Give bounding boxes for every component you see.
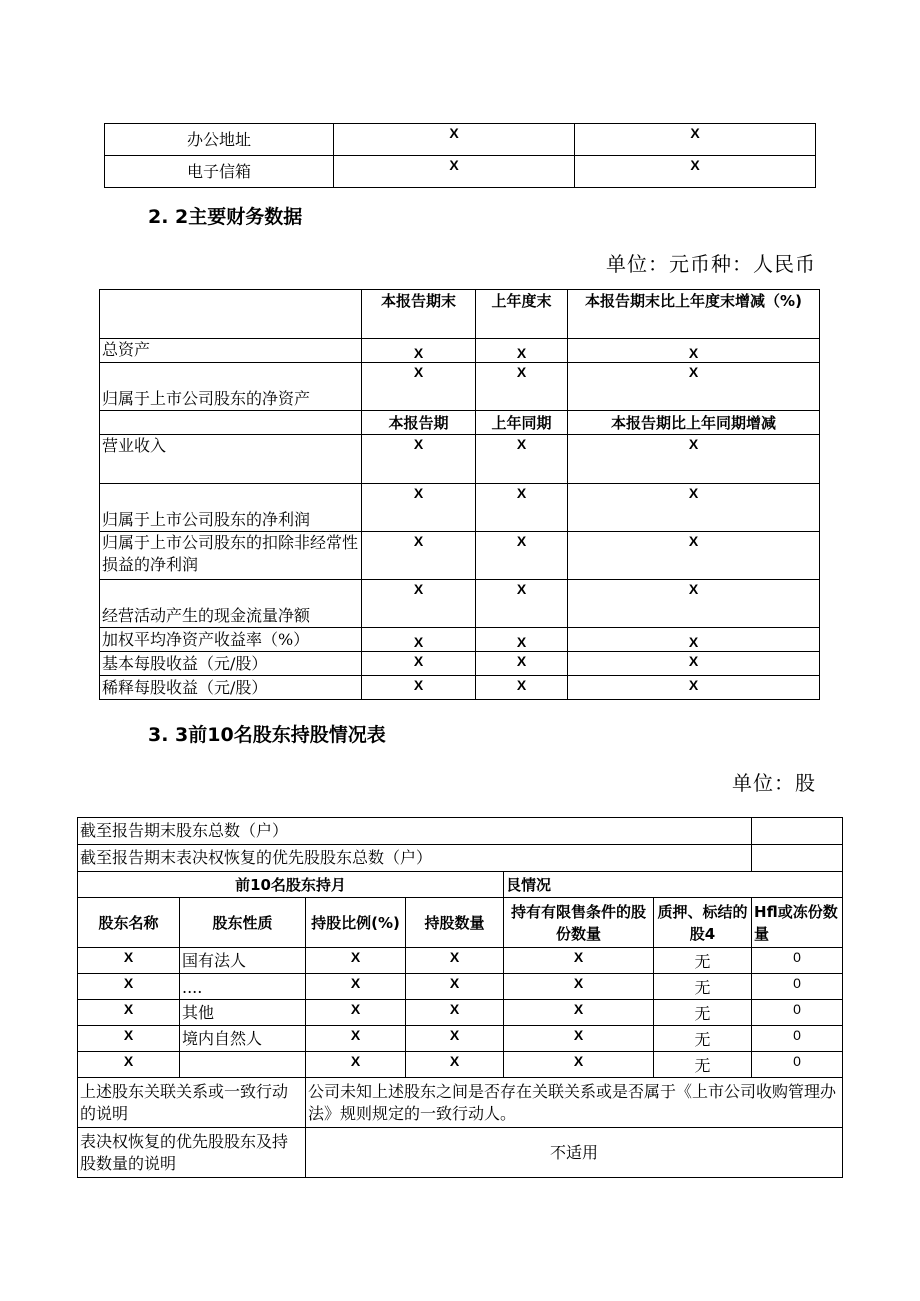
cell-value: X <box>362 628 476 652</box>
pref-row <box>78 1128 843 1178</box>
pref-text: 不适用 <box>306 1128 843 1178</box>
pledge-status: 无 <box>654 1000 752 1026</box>
contact-value: X <box>334 124 575 156</box>
col-header: 持股比例(%) <box>306 898 406 948</box>
pledge-status: 无 <box>654 974 752 1000</box>
contact-row <box>105 124 816 156</box>
financial-row <box>100 339 820 363</box>
col-header: 持有有限售条件的股份数量 <box>504 898 654 948</box>
column-header-row <box>78 898 843 948</box>
col-header: 股东名称 <box>78 898 180 948</box>
row-label: 营业收入 <box>100 435 362 484</box>
cell-value: X <box>568 628 820 652</box>
pref-holders-label: 截至报告期末表决权恢复的优先股股东总数（户） <box>78 845 752 872</box>
financial-row <box>100 628 820 652</box>
section-3-unit: 单位：股 <box>732 771 816 795</box>
cell-value: X <box>568 532 820 580</box>
col-header: 上年同期 <box>476 411 568 435</box>
contact-label: 电子信箱 <box>105 156 334 188</box>
col-header: Hfl或冻份数量 <box>752 898 843 948</box>
cell-value: X <box>476 652 568 676</box>
banner-right: 艮情况 <box>504 872 843 898</box>
col-header: 上年度末 <box>476 290 568 339</box>
cell-value: X <box>362 363 476 411</box>
financial-table <box>99 289 820 700</box>
row-label: 加权平均净资产收益率（%） <box>100 628 362 652</box>
pref-holders-value <box>752 845 843 872</box>
col-header: 持股数量 <box>406 898 504 948</box>
restricted-qty: X <box>504 1026 654 1052</box>
table-row <box>78 1026 843 1052</box>
shareholder-nature: 境内自然人 <box>180 1026 306 1052</box>
banner-row <box>78 872 843 898</box>
relation-text: 公司未知上述股东之间是否存在关联关系或是否属于《上市公司收购管理办法》规则规定的一致行动人。 <box>306 1078 843 1128</box>
holding-ratio: X <box>306 974 406 1000</box>
cell-value: X <box>362 532 476 580</box>
holding-ratio: X <box>306 1000 406 1026</box>
total-holders-value <box>752 818 843 845</box>
pledge-status: 无 <box>654 1052 752 1078</box>
row-label: 基本每股收益（元/股） <box>100 652 362 676</box>
row-label: 归属于上市公司股东的净利润 <box>100 484 362 532</box>
section-2-title: 2. 2主要财务数据 <box>148 206 303 228</box>
total-holders-label: 截至报告期末股东总数（户） <box>78 818 752 845</box>
pref-label: 表决权恢复的优先股股东及持股数量的说明 <box>78 1128 306 1178</box>
contact-value: X <box>575 156 816 188</box>
contact-label: 办公地址 <box>105 124 334 156</box>
cell-value: X <box>362 339 476 363</box>
holding-qty: X <box>406 1026 504 1052</box>
financial-row <box>100 652 820 676</box>
pledge-status: 无 <box>654 948 752 974</box>
contact-value: X <box>575 124 816 156</box>
shareholder-nature: 其他 <box>180 1000 306 1026</box>
section-2-unit: 单位：元币种：人民币 <box>606 252 816 276</box>
table-row <box>78 974 843 1000</box>
cell-value: X <box>476 628 568 652</box>
col-header: 本报告期末 <box>362 290 476 339</box>
cell-value: X <box>476 339 568 363</box>
col-header: 股东性质 <box>180 898 306 948</box>
cell-value: X <box>362 652 476 676</box>
frozen-qty: 0 <box>752 974 843 1000</box>
frozen-qty: 0 <box>752 948 843 974</box>
contact-value: X <box>334 156 575 188</box>
frozen-qty: 0 <box>752 1026 843 1052</box>
shareholder-nature: .... <box>180 974 306 1000</box>
restricted-qty: X <box>504 1052 654 1078</box>
restricted-qty: X <box>504 974 654 1000</box>
col-header: 质押、标结的股4 <box>654 898 752 948</box>
row-label: 总资产 <box>100 339 362 363</box>
summary-row <box>78 818 843 845</box>
shareholder-name: X <box>78 948 180 974</box>
holding-ratio: X <box>306 1052 406 1078</box>
cell-value: X <box>568 580 820 628</box>
holding-ratio: X <box>306 1026 406 1052</box>
restricted-qty: X <box>504 1000 654 1026</box>
row-label: 经营活动产生的现金流量净额 <box>100 580 362 628</box>
cell-value: X <box>362 676 476 700</box>
cell-value: X <box>476 435 568 484</box>
banner-left: 前10名股东持月 <box>78 872 504 898</box>
financial-header-row <box>100 411 820 435</box>
holding-qty: X <box>406 1000 504 1026</box>
row-label: 归属于上市公司股东的扣除非经常性损益的净利润 <box>100 532 362 580</box>
financial-header-row <box>100 290 820 339</box>
contact-row <box>105 156 816 188</box>
table-row <box>78 1052 843 1078</box>
cell-value: X <box>362 435 476 484</box>
cell-value: X <box>568 676 820 700</box>
relation-row <box>78 1078 843 1128</box>
shareholder-name: X <box>78 1052 180 1078</box>
cell-value: X <box>568 652 820 676</box>
cell-value: X <box>362 580 476 628</box>
shareholder-nature: 国有法人 <box>180 948 306 974</box>
cell-value: X <box>568 363 820 411</box>
col-header: 本报告期 <box>362 411 476 435</box>
summary-row <box>78 845 843 872</box>
restricted-qty: X <box>504 948 654 974</box>
row-label: 稀释每股收益（元/股） <box>100 676 362 700</box>
table-row <box>78 1000 843 1026</box>
table-row <box>78 948 843 974</box>
financial-row <box>100 580 820 628</box>
financial-row <box>100 363 820 411</box>
cell-value: X <box>476 532 568 580</box>
holding-qty: X <box>406 974 504 1000</box>
cell-value: X <box>568 484 820 532</box>
contact-table <box>104 123 816 188</box>
shareholder-nature <box>180 1052 306 1078</box>
shareholder-name: X <box>78 1026 180 1052</box>
financial-row <box>100 532 820 580</box>
holding-qty: X <box>406 1052 504 1078</box>
col-header: 本报告期比上年同期增减 <box>568 411 820 435</box>
relation-label: 上述股东关联关系或一致行动的说明 <box>78 1078 306 1128</box>
col-header: 本报告期末比上年度末增减（%) <box>568 290 820 339</box>
row-label: 归属于上市公司股东的净资产 <box>100 363 362 411</box>
frozen-qty: 0 <box>752 1052 843 1078</box>
frozen-qty: 0 <box>752 1000 843 1026</box>
cell-value: X <box>568 435 820 484</box>
pledge-status: 无 <box>654 1026 752 1052</box>
cell-value: X <box>476 580 568 628</box>
holding-qty: X <box>406 948 504 974</box>
cell-value: X <box>362 484 476 532</box>
shareholders-table <box>77 817 843 1178</box>
financial-row <box>100 484 820 532</box>
financial-row <box>100 435 820 484</box>
shareholder-name: X <box>78 1000 180 1026</box>
cell-value: X <box>568 339 820 363</box>
cell-value: X <box>476 676 568 700</box>
shareholder-name: X <box>78 974 180 1000</box>
financial-row <box>100 676 820 700</box>
holding-ratio: X <box>306 948 406 974</box>
section-3-title: 3. 3前10名股东持股情况表 <box>148 724 386 746</box>
cell-value: X <box>476 363 568 411</box>
cell-value: X <box>476 484 568 532</box>
